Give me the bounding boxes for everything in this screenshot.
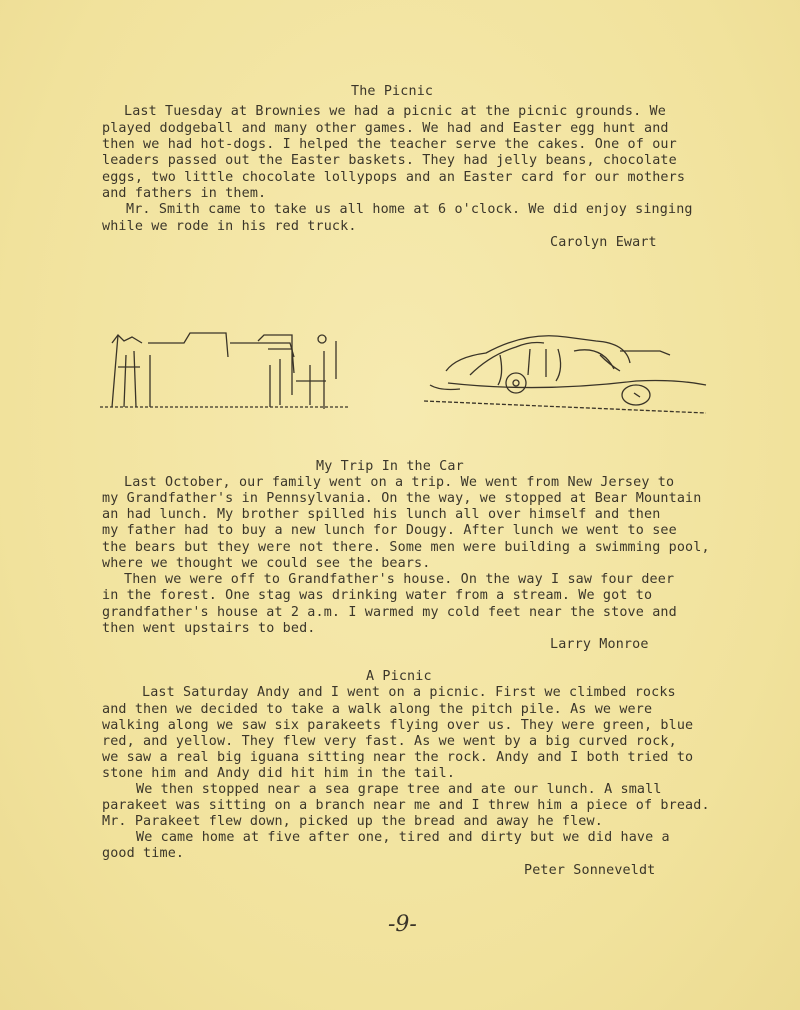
story-line: We then stopped near a sea grape tree and ate our lunch. A small bbox=[136, 782, 662, 797]
story-line: red, and yellow. They flew very fast. As we went by a big curved rock, bbox=[102, 734, 677, 749]
story-line: Last October, our family went on a trip. We went from New Jersey to bbox=[124, 475, 675, 490]
story-line: stone him and Andy did hit him in the tail. bbox=[102, 766, 456, 781]
story-line: where we thought we could see the bears. bbox=[102, 556, 431, 571]
car-drawing-icon bbox=[424, 336, 706, 413]
story-line: eggs, two little chocolate lollypops and an Easter card for our mothers bbox=[102, 170, 686, 185]
story-line: Last Tuesday at Brownies we had a picnic at the picnic grounds. We bbox=[124, 104, 666, 119]
illustration-strip bbox=[0, 315, 800, 425]
story-line: in the forest. One stag was drinking water from a stream. We got to bbox=[102, 588, 653, 603]
story-line: my father had to buy a new lunch for Dougy. After lunch we went to see bbox=[102, 523, 677, 538]
story-title: My Trip In the Car bbox=[316, 459, 464, 474]
story-line: Then we were off to Grandfather's house. On the way I saw four deer bbox=[124, 572, 675, 587]
story-author: Larry Monroe bbox=[550, 637, 649, 652]
story-line: walking along we saw six parakeets flying over us. They were green, blue bbox=[102, 718, 694, 733]
story-line: and then we decided to take a walk along the pitch pile. As we were bbox=[102, 702, 653, 717]
story-line: an had lunch. My brother spilled his lunch all over himself and then bbox=[102, 507, 661, 522]
story-line: and fathers in them. bbox=[102, 186, 267, 201]
story-line: the bears but they were not there. Some men were building a swimming pool, bbox=[102, 540, 710, 555]
page-number: -9- bbox=[388, 912, 417, 937]
story-line: good time. bbox=[102, 846, 185, 861]
story-line: Mr. Smith came to take us all home at 6 o'clock. We did enjoy singing bbox=[126, 202, 693, 217]
story-line: leaders passed out the Easter baskets. They had jelly beans, chocolate bbox=[102, 153, 677, 168]
story-title: A Picnic bbox=[366, 669, 432, 684]
story-title: The Picnic bbox=[351, 84, 434, 99]
story-line: Mr. Parakeet flew down, picked up the bread and away he flew. bbox=[102, 814, 603, 829]
story-line: while we rode in his red truck. bbox=[102, 219, 357, 234]
story-line: then we had hot-dogs. I helped the teacher serve the cakes. One of our bbox=[102, 137, 677, 152]
story-line: played dodgeball and many other games. We had and Easter egg hunt and bbox=[102, 121, 669, 136]
story-author: Peter Sonneveldt bbox=[524, 863, 656, 878]
truck-drawing-icon bbox=[100, 333, 350, 409]
story-line: parakeet was sitting on a branch near me and I threw him a piece of bread. bbox=[102, 798, 710, 813]
story-line: grandfather's house at 2 a.m. I warmed my cold feet near the stove and bbox=[102, 605, 677, 620]
story-line: Last Saturday Andy and I went on a picnic. First we climbed rocks bbox=[142, 685, 676, 700]
story-author: Carolyn Ewart bbox=[550, 235, 657, 250]
story-line: my Grandfather's in Pennsylvania. On the way, we stopped at Bear Mountain bbox=[102, 491, 702, 506]
story-line: then went upstairs to bed. bbox=[102, 621, 316, 636]
story-line: We came home at five after one, tired and dirty but we did have a bbox=[136, 830, 670, 845]
story-line: we saw a real big iguana sitting near the rock. Andy and I both tried to bbox=[102, 750, 694, 765]
